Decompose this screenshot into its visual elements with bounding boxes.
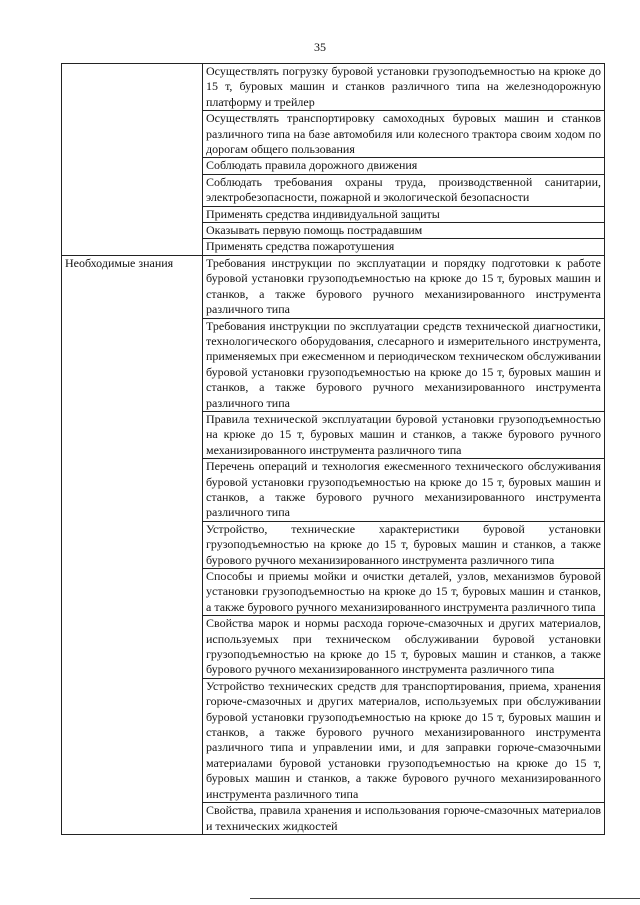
table-cell-text: Свойства, правила хранения и использования горюче-смазочных материалов и технических жидкостей <box>203 803 605 835</box>
table-cell-text: Перечень операций и технология ежесменного технического обслуживания буровой установки грузоподъемностью на крюке до 15 т, буровых машин и станков, а также бурового ручного механизированного инструмента различного типа <box>203 459 605 522</box>
table-cell-text: Оказывать первую помощь пострадавшим <box>203 223 605 239</box>
page-number: 35 <box>314 40 326 54</box>
scan-edge-line <box>250 898 640 899</box>
requirements-table <box>61 63 605 835</box>
table-cell-text: Осуществлять транспортировку самоходных буровых машин и станков различного типа на базе автомобиля или колесного трактора своим ходом по дорогам общего пользования <box>203 111 605 158</box>
label-cell-knowledge: Необходимые знания <box>62 255 203 834</box>
table-cell-text: Устройство технических средств для транспортирования, приема, хранения горюче-смазочных и других материалов, используемых при обслуживании буровой установки грузоподъемностью на крюке до 15 т, буровых машин и станков, а также бурового ручного механизированного инструмента различного типа и управлении ими, и для заправки горюче-смазочными материалами буровой установки грузоподъемностью на крюке до 15 т, буровых машин и станков, а также бурового ручного механизированного инструмента различного типа <box>203 678 605 802</box>
table-cell-text: Соблюдать правила дорожного движения <box>203 158 605 174</box>
table-cell-text: Соблюдать требования охраны труда, производственной санитарии, электробезопасности, пожарной и экологической безопасности <box>203 174 605 206</box>
table-row <box>62 64 605 111</box>
table-row <box>62 255 605 318</box>
table-cell-text: Способы и приемы мойки и очистки деталей, узлов, механизмов буровой установки грузоподъемностью на крюке до 15 т, буровых машин и станков, а также бурового ручного механизированного инструмента различного типа <box>203 569 605 616</box>
table-cell-text: Осуществлять погрузку буровой установки грузоподъемностью на крюке до 15 т, буровых машин и станков различного типа на железнодорожную платформу и трейлер <box>203 64 605 111</box>
table-cell-text: Применять средства пожаротушения <box>203 239 605 255</box>
table-cell-text: Требования инструкции по эксплуатации средств технической диагностики, технологического оборудования, слесарного и измерительного инструмента, применяемых при ежесменном и периодическом техническом обслуживании буровой установки грузоподъемностью на крюке до 15 т, буровых машин и станков, а также бурового ручного механизированного инструмента различного типа <box>203 318 605 411</box>
table-cell-text: Требования инструкции по эксплуатации и порядку подготовки к работе буровой установки грузоподъемностью на крюке до 15 т, буровых машин и станков, а также бурового ручного механизированного инструмента различного типа <box>203 255 605 318</box>
label-cell-skills <box>62 64 203 256</box>
table-cell-text: Устройство, технические характеристики буровой установки грузоподъемностью на крюке до 15 т, буровых машин и станков, а также бурового ручного механизированного инструмента различного типа <box>203 521 605 568</box>
table-cell-text: Правила технической эксплуатации буровой установки грузоподъемностью на крюке до 15 т, буровых машин и станков, а также бурового ручного механизированного инструмента различного типа <box>203 411 605 458</box>
table-cell-text: Свойства марок и нормы расхода горюче-смазочных и других материалов, используемых при техническом обслуживании буровой установки грузоподъемностью на крюке до 15 т, буровых машин и станков, а также бурового ручного механизированного инструмента различного типа <box>203 616 605 679</box>
table-cell-text: Применять средства индивидуальной защиты <box>203 206 605 222</box>
